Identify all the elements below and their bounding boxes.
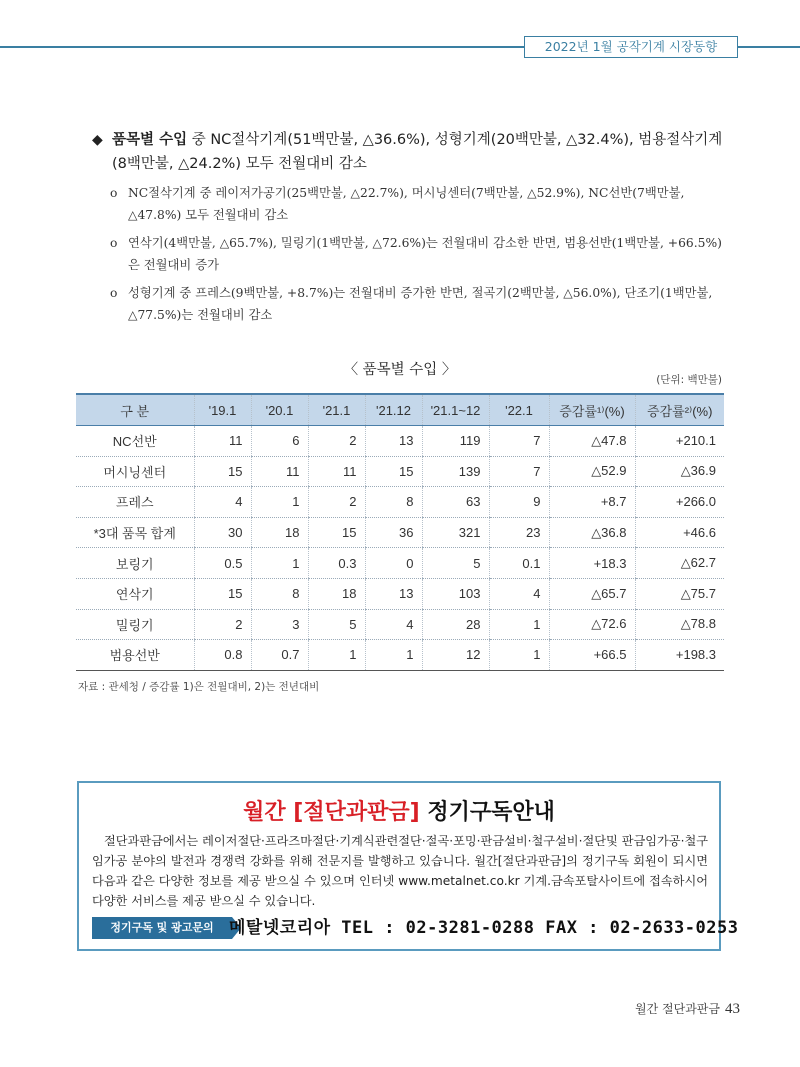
main-bullet-body: 중 NC절삭기계(51백만불, △36.6%), 성형기계(20백만불, △32.4%), 범용절삭기계(8백만불, △24.2%) 모두 전월대비 감소 <box>112 132 723 172</box>
table-cell: △47.8 <box>549 426 635 457</box>
footer-magazine: 월간 절단과판금 <box>635 1002 720 1016</box>
table-cell: 1 <box>489 640 549 671</box>
table-cell: △36.9 <box>635 456 724 487</box>
table-cell: 15 <box>365 456 422 487</box>
table-title: 〈 품목별 수입 〉 <box>343 362 457 378</box>
table-cell: 1 <box>308 640 365 671</box>
subscription-title-guide: 정기구독안내 <box>419 800 555 825</box>
table-row <box>76 517 724 548</box>
table-cell: 0.3 <box>308 548 365 579</box>
table-cell: 7 <box>489 426 549 457</box>
table-cell: 0.8 <box>194 640 251 671</box>
subscription-title-magazine: 월간 [절단과판금] <box>243 800 420 825</box>
table-cell: 8 <box>251 578 308 609</box>
row-label-cell: 연삭기 <box>76 578 194 609</box>
page-number: 43 <box>725 1001 740 1017</box>
main-bullet-text <box>112 128 732 176</box>
table-cell: △62.7 <box>635 548 724 579</box>
table-cell: 5 <box>308 609 365 640</box>
sub-bullet-text: 성형기계 중 프레스(9백만불, +8.7%)는 전월대비 증가한 반면, 절곡기(2백만불, △56.0%), 단조기(1백만불, △77.5%)는 전월대비 감소 <box>128 286 713 322</box>
table-header-row <box>76 394 724 426</box>
table-cell: 11 <box>251 456 308 487</box>
row-label-cell: *3대 품목 합계 <box>76 517 194 548</box>
column-header: 증감률²⁾(%) <box>635 394 724 426</box>
table-cell: 0.1 <box>489 548 549 579</box>
table-cell: 13 <box>365 426 422 457</box>
row-label-cell: 보링기 <box>76 548 194 579</box>
contact-tag: 정기구독 및 광고문의 <box>92 917 232 939</box>
table-cell: +198.3 <box>635 640 724 671</box>
main-bullet-lead: 품목별 수입 <box>112 132 188 148</box>
main-bullet <box>92 128 732 176</box>
table-row <box>76 456 724 487</box>
table-cell: +8.7 <box>549 487 635 518</box>
table-cell: 63 <box>422 487 489 518</box>
table-cell: 13 <box>365 578 422 609</box>
contact-text: 메탈넷코리아 TEL : 02-3281-0288 FAX : 02-2633-0253 <box>229 918 739 938</box>
table-cell: 11 <box>308 456 365 487</box>
table-cell: 8 <box>365 487 422 518</box>
table-cell: 1 <box>489 609 549 640</box>
table-cell: △78.8 <box>635 609 724 640</box>
sub-bullet-text: NC절삭기계 중 레이저가공기(25백만불, △22.7%), 머시닝센터(7백만불, △52.9%), NC선반(7백만불, △47.8%) 모두 전월대비 감소 <box>128 186 685 222</box>
table-cell: +18.3 <box>549 548 635 579</box>
table-cell: 119 <box>422 426 489 457</box>
table-row <box>76 548 724 579</box>
table-cell: 139 <box>422 456 489 487</box>
table-cell: 4 <box>194 487 251 518</box>
table-cell: 5 <box>422 548 489 579</box>
sub-bullet-item <box>110 182 732 226</box>
table-row <box>76 640 724 671</box>
column-header: '21.12 <box>365 394 422 426</box>
row-label-cell: 프레스 <box>76 487 194 518</box>
sub-bullet-text: 연삭기(4백만불, △65.7%), 밀링기(1백만불, △72.6%)는 전월대비 감소한 반면, 범용선반(1백만불, +66.5%)은 전월대비 증가 <box>128 236 722 272</box>
table-cell: 36 <box>365 517 422 548</box>
table-row <box>76 426 724 457</box>
table-cell: 4 <box>489 578 549 609</box>
column-header: 구 분 <box>76 394 194 426</box>
table-cell: 2 <box>194 609 251 640</box>
table-cell: 1 <box>251 548 308 579</box>
table-cell: 0 <box>365 548 422 579</box>
table-cell: 2 <box>308 487 365 518</box>
table-cell: 2 <box>308 426 365 457</box>
table-cell: 12 <box>422 640 489 671</box>
table-cell: 28 <box>422 609 489 640</box>
table-cell: 7 <box>489 456 549 487</box>
column-header: '19.1 <box>194 394 251 426</box>
sub-bullet-list <box>110 182 732 332</box>
table-cell: △72.6 <box>549 609 635 640</box>
import-table <box>76 393 724 671</box>
table-cell: 6 <box>251 426 308 457</box>
table-cell: △65.7 <box>549 578 635 609</box>
subscription-body: 절단과판금에서는 레이저절단·프라즈마절단·기계식관련절단·절곡·포밍·판금설비·철구설비·절단및 판금임가공·철구임가공 분야의 발전과 경쟁력 강화를 위해 전문지를 발행하고 있습니다. 월간[절단과판금]의 정기구독 회원이 되시면 다음과 같은 다양한 정보를 제공 받으실 수 있으며 인터넷 www.metalnet.co.kr 기계.금속포탈사이트에 접속하시어 다양한 서비스를 제공 받으실 수 있습니다. <box>92 834 708 908</box>
sub-bullet-item <box>110 232 732 276</box>
table-row <box>76 609 724 640</box>
subscription-title <box>79 795 719 826</box>
table-cell: 11 <box>194 426 251 457</box>
column-header: '21.1 <box>308 394 365 426</box>
column-header: '20.1 <box>251 394 308 426</box>
table-cell: △52.9 <box>549 456 635 487</box>
table-cell: 15 <box>308 517 365 548</box>
subscription-box <box>77 781 739 951</box>
table-cell: 1 <box>251 487 308 518</box>
sub-bullet-item <box>110 282 732 326</box>
table-cell: 9 <box>489 487 549 518</box>
table-unit: (단위: 백만불) <box>656 374 722 386</box>
table-cell: +266.0 <box>635 487 724 518</box>
table-cell: +210.1 <box>635 426 724 457</box>
table-cell: 23 <box>489 517 549 548</box>
table-cell: 0.7 <box>251 640 308 671</box>
diamond-bullet-icon: ◆ <box>92 132 103 148</box>
table-source-note: 자료 : 관세청 / 증감률 1)은 전월대비, 2)는 전년대비 <box>78 681 320 693</box>
table-cell: 1 <box>365 640 422 671</box>
table-cell: 18 <box>251 517 308 548</box>
column-header: 증감률¹⁾(%) <box>549 394 635 426</box>
table-cell: 4 <box>365 609 422 640</box>
table-cell: 3 <box>251 609 308 640</box>
table-cell: 321 <box>422 517 489 548</box>
row-label-cell: 범용선반 <box>76 640 194 671</box>
column-header: '22.1 <box>489 394 549 426</box>
row-label-cell: 머시닝센터 <box>76 456 194 487</box>
column-header: '21.1~12 <box>422 394 489 426</box>
table-cell: 30 <box>194 517 251 548</box>
table-cell: △36.8 <box>549 517 635 548</box>
table-cell: 0.5 <box>194 548 251 579</box>
table-cell: +66.5 <box>549 640 635 671</box>
page-footer <box>635 1000 740 1018</box>
circle-bullet-icon: o <box>110 286 118 300</box>
table-cell: 15 <box>194 578 251 609</box>
row-label-cell: NC선반 <box>76 426 194 457</box>
row-label-cell: 밀링기 <box>76 609 194 640</box>
table-cell: 15 <box>194 456 251 487</box>
circle-bullet-icon: o <box>110 236 118 250</box>
table-cell: +46.6 <box>635 517 724 548</box>
table-cell: 18 <box>308 578 365 609</box>
circle-bullet-icon: o <box>110 186 118 200</box>
table-cell: 103 <box>422 578 489 609</box>
table-row <box>76 578 724 609</box>
running-header: 2022년 1월 공작기계 시장동향 <box>524 36 738 58</box>
table-row <box>76 487 724 518</box>
table-cell: △75.7 <box>635 578 724 609</box>
